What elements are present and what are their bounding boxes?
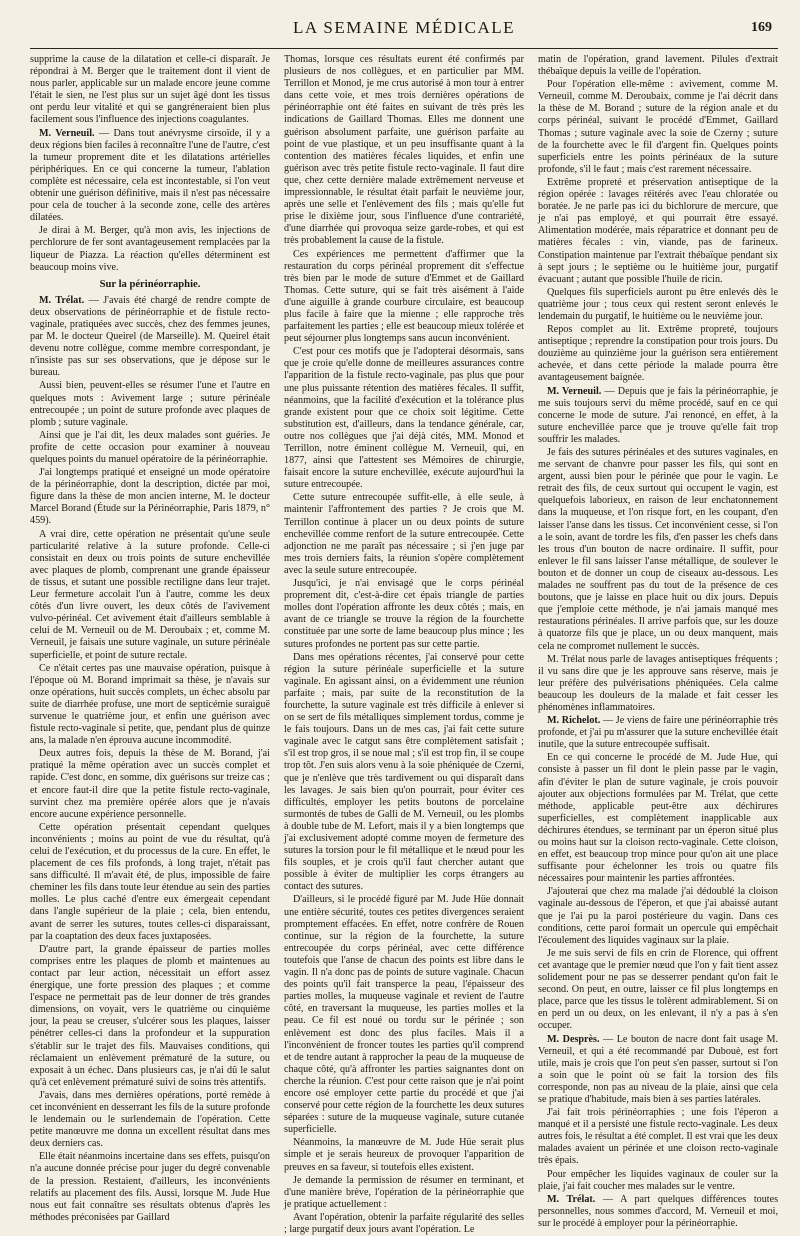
paragraph xyxy=(30,430,270,466)
paragraph xyxy=(30,529,270,662)
paragraph xyxy=(30,944,270,1089)
paragraph xyxy=(538,79,778,176)
paragraph-text: J'ai longtemps pratiqué et enseigné un mode opératoire de la périnéorraphie, dont la description, dictée par moi, figure dans la thèse de mon ancien interne, M. le docteur Marcel Borand (Étude sur la Périnéorraphie, Paris 1879, n° 459). xyxy=(30,467,270,527)
paragraph xyxy=(538,752,778,885)
running-title: LA SEMAINE MÉDICALE xyxy=(292,18,516,37)
paragraph xyxy=(30,225,270,273)
paragraph xyxy=(538,1107,778,1167)
paragraph-text: Deux autres fois, depuis la thèse de M. Borand, j'ai pratiqué la même opération avec un succès complet et rapide. C'est donc, en somme, dix guérisons sur treize cas ; et encore faut-il dire que la petite fistule recto-vaginale, survint chez ma première opérée alors que je n'avais encore aucune expérience personnelle. xyxy=(30,748,270,820)
column-right xyxy=(538,54,779,1229)
paragraph-text: supprime la cause de la dilatation et celle-ci disparaît. Je répondrai à M. Berger que le traitement dont il vient de nous parler, applicable sur un malade encore jeune comme l'était le sien, ne l'est plus sur un sujet âgé dont les tissus ont perdu leur vitalité et qui se gangréneraient bien plus facilement sous l'influence des injections coagulantes. xyxy=(30,54,270,126)
paragraph-text: — A part quelques différences toutes personnelles, nous sommes d'accord, M. Verneuil et moi, sur le procédé à employer pour la périnéorraphie. xyxy=(538,1193,779,1229)
section-heading: Sur la périnéorraphie. xyxy=(99,278,201,290)
speaker-name: M. Verneuil. xyxy=(39,127,95,139)
speaker-name: M. Verneuil. xyxy=(547,385,602,397)
paragraph-text: Thomas, lorsque ces résultats eurent été confirmés par plusieurs de nos collègues, et en particulier par MM. Terrillon et Monod, je me crus autorisé à mon tour à entrer dans cette voie, et mes trois dernières opérations de périnéorraphie ont été faites en suivant de très près les indications de Gaillard Thomas. Elles me donnent une guérison absolument parfaite, une guérison parfaite au point de vue plastique, et un peu insuffisante quant à la contention des matières fécales liquides, et enfin une guérison avec très petite fistule recto-vaginale. Il faut dire que, chez cette dernière malade extrêmement nerveuse et impressionnable, le résultat était parfait le neuvième jour, après une selle et l'enlèvement des fils ; mais qu'elle fut prise le dixième jour, sous l'influence d'une contrariété, d'une diarrhée qui provoqua seize garde-robes, et qui est très probablement la cause de la fistule. xyxy=(284,54,524,247)
paragraph-text: Dans mes opérations récentes, j'ai conservé pour cette région la suture périnéale superficielle et la suture vaginale. En agissant ainsi, on a évidemment une réunion parfaite ; mais, par suite de la reconstitution de la fourchette, la suture vaginale est très difficile à enlever si on se sert de fils métalliques simplement tordus, comme je le fais toujours. Dans un de mes cas, j'ai fait cette suture vaginale avec le catgut sans être complètement satisfait ; s'il est trop gros, il se noue mal ; s'il est trop fin, il se coupe trop tôt. J'en suis alors venu à la soie phéniquée de Czerni, que je n'enlève que très tardivement ou qui disparaît dans les lavages. Je sais bien qu'on pourrait, pour éviter ces difficultés, employer les petits boutons de porcelaine surmontés de tubes de Galli de M. Verneuil, ou les plombs à double tube de M. Lefort, mais il y a bien longtemps que j'ai exclusivement adopté comme moyen de fermeture des sutures la torsion pour le fil métallique et le nœud pour les fils souples, et je crois qu'il faut chercher autant que possible à éviter de multiplier les corps étrangers au contact des sutures. xyxy=(284,651,524,893)
paragraph xyxy=(30,663,270,748)
paragraph-text: A vrai dire, cette opération ne présentait qu'une seule particularité relative à la suture profonde. Celle-ci consistait en deux ou trois points de suture enchevillée avec plaques de plomb, comprenant une grande épaisseur de tissus, et sutant une possible rectiligne dans leur trajet. Leur fermeture accolait l'un à l'autre, comme les deux côtés d'un livre ouvert, les deux côtés de l'avivement vulvo-périnéal. Cet avivement était d'ailleurs semblable à celui de M. Verneuil ou de M. Deroubaix ; et, comme M. Verneuil, je faisais une suture vaginale, un suture périnéale superficielle, et point de suture rectale. xyxy=(30,528,270,661)
paragraph xyxy=(284,1175,524,1211)
paragraph xyxy=(30,54,270,127)
paragraph xyxy=(284,894,524,1136)
paragraph xyxy=(538,886,778,946)
paragraph-text: Je me suis servi de fils en crin de Florence, qui offrent cet avantage que le premier nœud que l'on y fait tient assez solidement pour ne pas se desserrer pendant qu'on fait le second. On peut, en outre, laisser ce fil plus longtemps en place, parce que les tissus le tolèrent admirablement. Si on en perd un ou deux, on les enlevant, il n'y a pas à s'en occuper. xyxy=(538,947,778,1032)
paragraph-text: Quelques fils superficiels auront pu être enlevés dès le quatrième jour ; tous ceux qui restent seront enlevés le lendemain du purgatif, le huitième ou le neuvième jour. xyxy=(538,286,778,322)
paragraph xyxy=(538,1169,778,1193)
paragraph xyxy=(30,467,270,527)
paragraph-text: — Depuis que je fais la périnéorraphie, je me suis toujours servi du même procédé, sauf en ce qui concerne le mode de suture. J'ai renoncé, en effet, à la suture enchevillée parce que je trouve qu'elle fait trop souffrir les malades. xyxy=(538,385,779,445)
paragraph-text: Aussi bien, peuvent-elles se résumer l'une et l'autre en quelques mots : Avivement large ; suture périnéale entrecoupée ; un point de suture profonde avec plaques de plomb ; suture vaginale. xyxy=(30,380,270,428)
paragraph-text: Elle était néanmoins incertaine dans ses effets, puisqu'on n'a aucune donnée précise pour juger du degré convenable de la pression. Restaient, d'ailleurs, les inconvénients relatifs au placement des fils. Aussi, lorsque M. Jude Hue nous eut fait connaître ses résultats obtenus d'après les méthodes préconisées par Gaillard xyxy=(30,1151,270,1223)
paragraph-text: C'est pour ces motifs que je l'adopterai désormais, sans que je croie qu'elle donne de meilleures assurances contre l'apparition de la fistule recto-vaginale, pas plus que pour une plus puissante rétention des matières fécales. Il suffit, néanmoins, que la facilité d'exécution et la tolérance plus grande existent pour que ce choix soit légitime. Cette substitution est, d'ailleurs, dans la tendance générale, car, outre nos collègues que j'ai déjà cités, MM. Monod et Terrillon, notre éminent collègue M. Verneuil, qui, en 1877, ainsi que l'attestent ses Mémoires de chirurgie, faisait encore la suture enchevillée, exécute aujourd'hui la suture entrecoupée. xyxy=(284,346,524,491)
paragraph xyxy=(30,128,270,225)
paragraph-text: M. Trélat nous parle de lavages antiseptiques fréquents ; il vu sans dire que je les approuve sans réserve, mais je leur préfère des pulvérisations phéniquées. Cela calme beaucoup les douleurs de la malade et fait cesser les phénomènes inflammatoires. xyxy=(538,653,778,713)
paragraph-text: — Le bouton de nacre dont fait usage M. Verneuil, et qui a été recommandé par Dubouè, est fort utile, mais je crois que l'on peut s'en passer, surtout si l'on a soin que le point où se fait la torsion des fils corresponde, non pas au niveau de la plaie, ainsi que cela se pratique d'habitude, mais bien à ses parties latérales. xyxy=(538,1033,778,1105)
paragraph xyxy=(538,1194,778,1230)
paragraph xyxy=(284,578,524,651)
paragraph-text: matin de l'opération, grand lavement. Pilules d'extrait thébaïque depuis la veille de l'opération. xyxy=(538,54,778,78)
paragraph xyxy=(538,654,778,714)
paragraph xyxy=(538,1034,778,1107)
paragraph-text: Pour empêcher les liquides vaginaux de couler sur la plaie, j'ai fait coucher mes malades sur le ventre. xyxy=(538,1168,778,1192)
paragraph-text: Avant l'opération, obtenir la parfaite régularité des selles ; large purgatif deux jours avant l'opération. Le xyxy=(284,1211,524,1235)
paragraph-text: Je dirai à M. Berger, qu'à mon avis, les injections de perchlorure de fer sont avantageusement remplacées par la liqueur de Piazza. La réaction qu'elles déterminent est beaucoup moins vive. xyxy=(30,225,270,273)
paragraph xyxy=(284,492,524,577)
paragraph-text: Je demande la permission de résumer en terminant, et d'une manière brève, l'opération de la périnéorraphie que je pratique actuellement : xyxy=(284,1174,524,1210)
paragraph-text: Pour l'opération elle-même : avivement, comme M. Verneuil, comme M. Deroubaix, comme je l'ai décrit dans la thèse de M. Borand ; suture de la région anale et du corps périnéal, suivant le procédé d'Emmet, Gaillard Thomas ; suture vaginale avec la soie de Czerny ; suture de la fourchette avec le fil d'argent fin. Quelques points superficiels entre les points périnéaux de la suture profonde, s'il le faut ; mais c'est rarement nécessaire. xyxy=(538,79,778,175)
text-columns xyxy=(30,54,779,1235)
paragraph xyxy=(30,1151,270,1224)
paragraph-text: Cette opération présentait cependant quelques inconvénients ; moins au point de vue du résultat, qu'à celui de l'exécution, et du processus de la cure. En effet, le placement de ces fils profonds, à long trajet, n'était pas sans difficulté. Il m'avait été, de plus, impossible de faire cheminer les fils dans toute leur étendue au sein des parties molles. Le plus caché d'entre eux émergeait cependant dans l'angle supérieur de la plaie ; cela, bien entendu, avant de serrer les sutures, toutes celles-ci disparaissant, par la coaptation des deux faces juxtaposées. xyxy=(30,821,270,942)
speaker-name: M. Desprès. xyxy=(547,1033,600,1045)
paragraph xyxy=(284,652,524,894)
paragraph-text: Néanmoins, la manœuvre de M. Jude Hüe serait plus simple et je serais heureux de provoquer l'apparition de preuves en sa faveur, si toutefois elles existent. xyxy=(284,1137,524,1173)
paragraph-text: En ce qui concerne le procédé de M. Jude Hue, qui consiste à passer un fil dont le plein passe par le vagin, afin d'éviter le plan de suture vaginale, je crois pouvoir ajouter aux objections formulées par M. Trélat, que cette méthode, applicable peut-être aux déchirures superficielles, est complètement inapplicable aux déchirures étendues, se terminant par un éperon situé plus ou moins haut sur la cloison recto-vaginale. Cette cloison, en effet, est beaucoup trop mince pour qu'on ait une place suffisante pour échelonner les trois ou quatre fils nécessaires pour maintenir les parties affrontées. xyxy=(538,752,778,885)
paragraph xyxy=(30,380,270,428)
paragraph-text: Ce n'était certes pas une mauvaise opération, puisque à l'époque où M. Borand imprimait sa thèse, je n'avais sur onze opérations, huit succès complets, un échec absolu par suite de diarrhée profuse, une mort de septicémie suraiguë survenue le quatrième jour, et enfin une guérison avec fistule recto-vaginale si petite, que, pendant plus de quinze ans, la malade n'en éprouva aucune incommodité. xyxy=(30,662,270,747)
paragraph xyxy=(538,948,778,1033)
paragraph xyxy=(30,822,270,943)
paragraph-text: D'autre part, la grande épaisseur de parties molles comprises entre les plaques de plomb et maintenues au contact par leur action, nécessitait un effort assez énergique, une forte pression des plaques ; et comme l'espace ne permettait pas de leur donner de très grandes dimensions, on voyait, vers le quatrième ou cinquième jour, la peau se creuser, s'ulcérer sous les plaques, laisser pénétrer celles-ci dans la profondeur et la suppuration s'établir sur le trajet des fils. Mauvaises conditions, qui réclamaient un enlèvement prématuré de la suture, ou exposait à un échec. Dans plusieurs cas, je n'ai dû le salut qu'à cet enlèvement prématuré suivi de soins très attentifs. xyxy=(30,943,270,1088)
page-header xyxy=(30,14,778,49)
paragraph-text: J'ajouterai que chez ma malade j'ai dédoublé la cloison vaginale au-dessous de l'éperon, et que j'ai abaissé autant que je l'ai pu la paroi postérieure du vagin. Dans ces conditions, cette paroi formait un opercule qui empêchait l'écoulement des liquides vaginaux sur la plaie. xyxy=(538,886,778,946)
column-middle xyxy=(284,54,524,1235)
paragraph-text: Extrême propreté et préservation antiseptique de la région opérée : lavages réitérés avec l'eau chloratée ou boratée. Je ne parle pas ici du bichlorure de mercure, que je n'ai pas employé, et qui pourrait être essayé. Alimentation modérée, mais réparatrice et donnant peu de matières fécales : vin, viande, pas de farineux. Constipation maintenue par l'extrait thébaïque pendant six à sept jours ; le septième ou le huitième jour, purgatif évacuant ; autant que possible l'huile de ricin. xyxy=(538,176,778,285)
paragraph xyxy=(30,295,270,380)
paragraph-text: Jusqu'ici, je n'ai envisagé que le corps périnéal proprement dit, c'est-à-dire cet épais triangle de parties molles dont l'opération affronte les deux côtés ; mais, en avant de ce triangle se trouve la région de la fourchette constituée par une sorte de lame beaucoup plus mince ; les sutures profondes ne portent pas sur cette partie. xyxy=(284,578,524,650)
paragraph xyxy=(538,386,778,446)
paragraph xyxy=(284,1212,524,1236)
speaker-name: M. Trélat. xyxy=(547,1193,596,1205)
paragraph xyxy=(538,715,778,751)
page-number: 169 xyxy=(751,20,772,35)
paragraph xyxy=(30,1090,270,1150)
paragraph xyxy=(538,324,778,384)
paragraph-text: J'ai fait trois périnéorraphies ; une fois l'éperon a manqué et il a persisté une fistule recto-vaginale. Les deux autres fois, le résultat a été complet. Il est vrai que les deux malades avaient un périnée et une cloison recto-vaginale très épais. xyxy=(538,1107,778,1167)
paragraph-text: Cette suture entrecoupée suffit-elle, à elle seule, à maintenir l'affrontement des parties ? Je crois que M. Terrillon continue à placer un ou deux points de suture enchevillée comme renfort de la suture entrecoupée. Cette adjonction ne me paraît pas nécessaire ; si j'en juge par mes trois derniers faits, la réunion s'opère complètement avec la seule suture entrecoupée. xyxy=(284,492,524,576)
paragraph xyxy=(284,54,524,248)
paragraph xyxy=(284,1137,524,1173)
paragraph-text: Je fais des sutures périnéales et des sutures vaginales, en me servant de chanvre pour passer les fils, qui sont en argent, aussi bien pour le périnée que pour le vagin. Le retrait des fils, de ceux surtout qui occupent le vagin, est quelquefois laborieux, en raison de leur enchatonnement dans la muqueuse, et l'on risque fort, en les coupant, d'en laisser l'anse dans les tissus. Cet inconvénient cesse, si l'on a le soin, avant de tordre les fils, d'en passer les chefs dans les trous d'un bouton de nacre ordinaire. Il suffit, pour enlever le fil sans laisser l'anse métallique, de soulever le bouton et de donner un coup de ciseaux au-dessous. Les malades ne souffrent pas du tout de la présence de ces boutons, que je laisse en place huit ou dix jours. Depuis que j'emploie cette méthode, je n'ai jamais manqué mes restaurations périnéales. Il arrive parfois que, sur les douze à quatorze fils que je place, un ou deux manquent, mais cela ne compromet nullement le succès. xyxy=(538,447,778,652)
paragraph-text: — Dans tout anévrysme cirsoïde, il y a deux régions bien faciles à reconnaître l'une de l'autre, c'est la tumeur proprement dite et les dilatations artérielles périphériques. En ce qui concerne la tumeur, l'ablation complète est nécessaire, cela est incontestable, si l'on veut obtenir une guérison définitive, mais il n'est pas nécessaire pour cela de toucher à la seconde zone, celle des artères dilatées. xyxy=(30,127,270,224)
paragraph-text: J'avais, dans mes dernières opérations, porté remède à cet inconvénient en desserrant les fils de la suture profonde le lendemain ou le surlendemain de l'opération. Cette petite manœuvre me donna un excellent résultat dans mes deux derniers cas. xyxy=(30,1089,270,1150)
paragraph-text: Ainsi que je l'ai dit, les deux malades sont guéries. Je profite de cette occasion pour examiner à nouveau quelques points du manuel opératoire de la périnéorraphie. xyxy=(30,429,270,465)
paragraph-text: Ces expériences me permettent d'affirmer que la restauration du corps périnéal proprement dit s'effectue très bien par le mode de suture d'Emmet et de Gaillard Thomas. Cette suture, qui se fait très aisément à l'aide d'une aiguille à grande courbure circulaire, est beaucoup plus facile à faire que la mienne ; elle rapproche très parfaitement les parties ; elle est beaucoup mieux tolérée et peut séjourner plus longtemps sans aucun inconvénient. xyxy=(284,248,524,345)
paragraph xyxy=(538,287,778,323)
paragraph-text: D'ailleurs, si le procédé figuré par M. Jude Hüe donnait une entière sécurité, toutes ces petites divergences seraient promptement effacées. En effet, notre confrère de Rouen continue, sur la région de la fourchette, la suture entrecoupée du corps périnéal, avec cette différence toutefois que l'anse de chacun des points est libre dans le vagin. Il n'a donc pas de points de suture vaginale. Chacun des points qu'il fait transperce la peau, l'épaisseur des parties molles, la muqueuse vaginale et revient de l'autre côté, en traversant la muqueuse, les parties molles et la peau. Ce fil est noué ou tordu sur le périnée ; son enlèvement est donc des plus faciles. Mais il a l'inconvénient de froncer toutes les parties qu'il comprend et de tendre autant à rapprocher la peau de la muqueuse de chaque côté, qu'à affronter les parties saignantes dont on cherche la réunion. C'est pour cette raison que je n'ai point encore osé employer cette partie du procédé et que j'ai conservé pour cette région de la fourchette les deux sutures séparées : suture de la muqueuse vaginale, suture cutanée superficielle. xyxy=(284,894,524,1136)
paragraph xyxy=(284,249,524,346)
paragraph-text: Repos complet au lit. Extrême propreté, toujours antiseptique ; reprendre la constipation pour trois jours. Du douzième au quinzième jour la guérison sera entièrement achevée, et dans cette période la malade pourra être avantageusement baignée. xyxy=(538,324,778,384)
paragraph xyxy=(538,54,778,78)
speaker-name: M. Trélat. xyxy=(39,294,85,306)
paragraph xyxy=(284,346,524,491)
column-left xyxy=(30,54,271,1223)
paragraph xyxy=(538,177,778,286)
paragraph-text: — J'avais été chargé de rendre compte de deux observations de périnéorraphie et de fistule recto-vaginale, pratiquées avec succès, chez des femmes jeunes, par M. le docteur Queirel (de Marseille). M. Queirel était devenu notre collègue, comme membre correspondant, je n'insiste pas sur ses observations, que je dépose sur le bureau. xyxy=(30,294,271,379)
paragraph-text: — Je viens de faire une périnéorraphie très profonde, et j'ai pu m'assurer que la suture enchevillée était inutile, que la suture entrecoupée suffisait. xyxy=(538,715,778,751)
speaker-name: M. Richelot. xyxy=(547,715,601,727)
paragraph xyxy=(30,748,270,821)
paragraph xyxy=(538,447,778,653)
